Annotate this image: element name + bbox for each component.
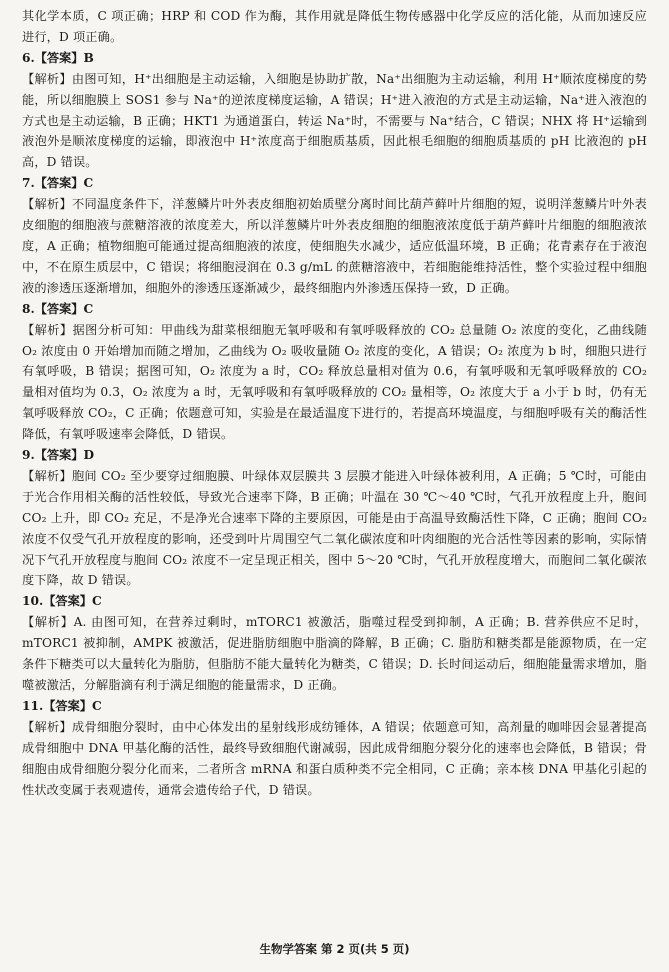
- answer-7: 7.【答案】C: [22, 176, 94, 191]
- page-footer: 生物学答案 第 2 页(共 5 页): [259, 942, 410, 956]
- explanation-8: 【解析】据图分析可知：甲曲线为甜菜根细胞无氧呼吸和有氧呼吸释放的 CO₂ 总量随 O₂ 浓度的变化，乙曲线随 O₂ 浓度由 0 开始增加而随之增加，乙曲线为 O₂ 吸收量随 O₂ 浓度的变化，A 错误；O₂ 浓度为 b 时，细胞只进行有氧呼吸，B 错误；据图可知，O₂ 浓度为 a 时，CO₂ 释放总量相对值为 0.6，有氧呼吸和无氧呼吸释放的 CO₂ 量相对值均为 0.3，O₂ 浓度为 a 时，无氧呼吸和有氧呼吸释放的 CO₂ 量相等，O₂ 浓度大于 a 小于 b 时，仍有无氧呼吸释放 CO₂，C 正确；依题意可知，实验是在最适温度下进行的，若提高环境温度，与细胞呼吸有关的酶活性降低，有氧呼吸速率会降低，D 错误。: [22, 322, 647, 442]
- explanation-11: 【解析】成骨细胞分裂时，由中心体发出的星射线形成纺锤体，A 错误；依题意可知，高剂量的咖啡因会显著提高成骨细胞中 DNA 甲基化酶的活性，最终导致细胞代谢减弱，因此成骨细胞分裂分化的速率也会降低，B 错误；骨细胞由成骨细胞分裂分化而来，二者所含 mRNA 和蛋白质种类不完全相同，C 正确；亲本核 DNA 甲基化引起的性状改变属于表观遗传，通常会遗传给子代，D 错误。: [22, 719, 647, 797]
- explanation-9: 【解析】胞间 CO₂ 至少要穿过细胞膜、叶绿体双层膜共 3 层膜才能进入叶绿体被利用，A 正确；5 ℃时，可能由于光合作用相关酶的活性较低，导致光合速率下降，B 正确；叶温在 30 ℃～40 ℃时，气孔开放程度上升，胞间 CO₂ 上升，即 CO₂ 充足，不是净光合速率下降的主要原因，可能是由于高温导致酶活性下降，C 正确；胞间 CO₂ 浓度不仅受气孔开放程度的影响，还受到叶片周围空气二氧化碳浓度和叶肉细胞的光合活性等因素的影响，实际情况下气孔开放程度与胞间 CO₂ 浓度不一定呈现正相关，图中 5～20 ℃时，气孔开放程度增大，而胞间二氧化碳浓度下降，故 D 错误。: [22, 468, 647, 588]
- answer-11: 11.【答案】C: [22, 698, 102, 713]
- explanation-10: 【解析】A. 由图可知，在营养过剩时，mTORC1 被激活，脂噬过程受到抑制，A 正确；B. 营养供应不足时，mTORC1 被抑制，AMPK 被激活，促进脂肪细胞中脂滴的降解，B 正确；C. 脂肪和糖类都是能源物质，在一定条件下糖类可以大量转化为脂肪，但脂肪不能大量转化为糖类，C 错误；D. 长时间运动后，细胞能量需求增加，脂噬被激活，分解脂滴有利于满足细胞的能量需求，D 正确。: [22, 615, 647, 692]
- answer-8: 8.【答案】C: [22, 301, 94, 316]
- paragraph-continuation: 其化学本质，C 项正确；HRP 和 COD 作为酶，其作用就是降低生物传感器中化学反应的活化能，从而加速反应进行，D 项正确。: [22, 9, 647, 44]
- answer-10: 10.【答案】C: [22, 594, 102, 609]
- answer-9: 9.【答案】D: [22, 448, 95, 463]
- explanation-6: 【解析】由图可知，H⁺出细胞是主动运输，入细胞是协助扩散，Na⁺出细胞为主动运输，利用 H⁺顺浓度梯度的势能，所以细胞膜上 SOS1 参与 Na⁺的逆浓度梯度运输，A 错误；H⁺进入液泡的方式是主动运输，Na⁺进入液泡的方式也是主动运输，B 正确；HKT1 为通道蛋白，转运 Na⁺时，不需要与 Na⁺结合，C 错误；NHX 将 H⁺运输到液泡外是顺浓度梯度的运输，即液泡中 H⁺浓度高于细胞质基质，因此根毛细胞的细胞质基质的 pH 比液泡的 pH 高，D 错误。: [22, 71, 647, 170]
- explanation-7: 【解析】不同温度条件下，洋葱鳞片叶外表皮细胞初始质壁分离时间比葫芦藓叶片细胞的短，说明洋葱鳞片叶外表皮细胞的细胞液与蔗糖溶液的浓度差大，所以洋葱鳞片叶外表皮细胞的细胞液浓度低于葫芦藓叶片细胞的细胞液浓度，A 正确；植物细胞可能通过提高细胞液的浓度，使细胞失水减少，适应低温环境，B 正确；花青素存在于液泡中，不在原生质层中，C 错误；将细胞浸润在 0.3 g/mL 的蔗糖溶液中，若细胞能维持活性，整个实验过程中细胞液的渗透压逐渐增加，细胞外的渗透压逐渐减少，最终细胞内外渗透压保持一致，D 正确。: [22, 197, 647, 295]
- answer-6: 6.【答案】B: [22, 50, 94, 65]
